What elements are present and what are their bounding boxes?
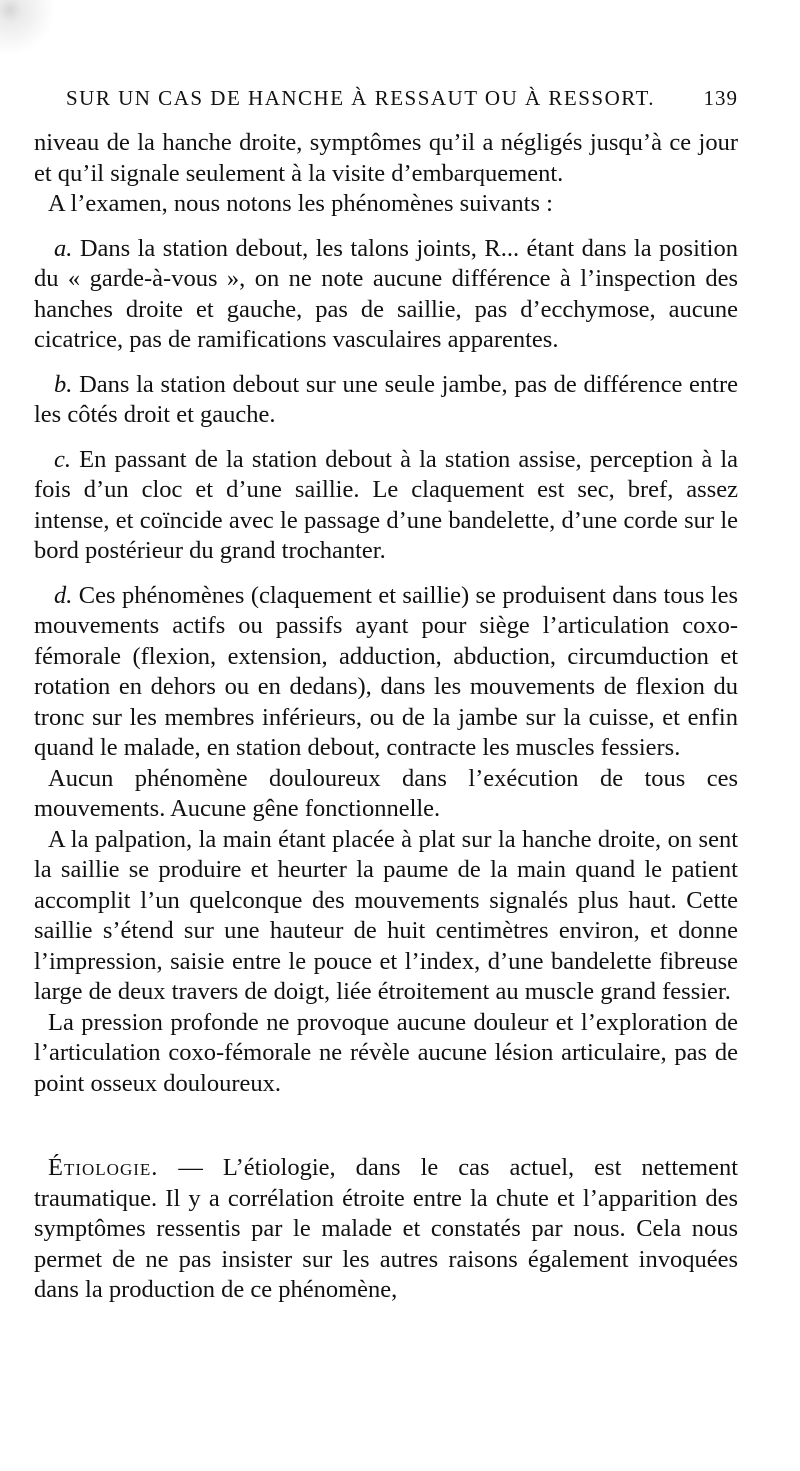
item-c [34, 445, 738, 567]
item-b-marker: b. [54, 370, 73, 398]
paragraph-pressure: La pression profonde ne provoque aucune douleur et l’exploration de l’articulation coxo-fémorale ne révèle aucune lésion articulaire, pas de point osseux douloureux. [34, 1008, 738, 1097]
paragraph-palpation: A la palpation, la main étant placée à plat sur la hanche droite, on sent la saillie se produire et heurter la paume de la main quand le patient accomplit l’un quelconque des mouvements signalés plus haut. Cette saillie s’étend sur une hauteur de huit centimètres environ, et donne l’impression, saisie entre le pouce et l’index, d’une bandelette fibreuse large de deux travers de doigt, liée étroitement au muscle grand fessier. [34, 825, 738, 1005]
scan-specks [0, 0, 70, 70]
item-b-text: Dans la station debout sur une seule jambe, pas de différence entre les côtés droit et gauche. [34, 370, 738, 428]
item-c-text: En passant de la station debout à la station assise, perception à la fois d’un cloc et d’une saillie. Le claquement est sec, bref, assez intense, et coïncide avec le passage d’une bandelette, d’une corde sur le bord postérieur du grand trochanter. [34, 445, 739, 564]
running-title: SUR UN CAS DE HANCHE À RESSAUT OU À RESSORT. [66, 86, 656, 110]
item-d-text: Ces phénomènes (claquement et saillie) se produisent dans tous les mouvements actifs ou passifs ayant pour siège l’articulation coxo-fémorale (flexion, extension, adduction, abduction, circumduction et rotation en dehors ou en dedans), dans les mouvements de flexion du tronc sur les membres inférieurs, ou de la jambe sur la cuisse, et enfin quand le malade, en station debout, contracte les muscles fessiers. [34, 581, 738, 761]
etiology-paragraph [34, 1153, 738, 1306]
paragraph-continuation: niveau de la hanche droite, symptômes qu’il a négligés jusqu’à ce jour et qu’il signale seulement à la visite d’embarquement. [34, 129, 738, 187]
body-text [34, 128, 738, 1306]
item-b [34, 370, 738, 431]
running-header [66, 86, 738, 114]
page-number: 139 [703, 86, 738, 110]
paragraph-intro: A l’examen, nous notons les phénomènes suivants : [48, 190, 553, 217]
item-d [34, 581, 738, 764]
etiology-heading: Étiologie. [48, 1154, 159, 1181]
item-c-marker: c. [54, 445, 71, 473]
paragraph-no-pain: Aucun phénomène douloureux dans l’exécution de tous ces mouvements. Aucune gêne fonctionnelle. [34, 764, 738, 822]
item-d-marker: d. [54, 581, 73, 609]
item-a-text: Dans la station debout, les talons joints, R... étant dans la position du « garde-à-vous », on ne note aucune différence à l’inspection des hanches droite et gauche, pas de saillie, pas d’ecchymose, aucune cicatrice, pas de ramifications vasculaires apparentes. [34, 234, 738, 353]
item-a-marker: a. [54, 234, 73, 262]
item-a [34, 234, 738, 356]
etiology-text: — L’étiologie, dans le cas actuel, est nettement traumatique. Il y a corrélation étroite entre la chute et l’apparition des symptômes ressentis par le malade et constatés par nous. Cela nous permet de ne pas insister sur les autres raisons également invoquées dans la production de ce phénomène, [34, 1154, 739, 1303]
